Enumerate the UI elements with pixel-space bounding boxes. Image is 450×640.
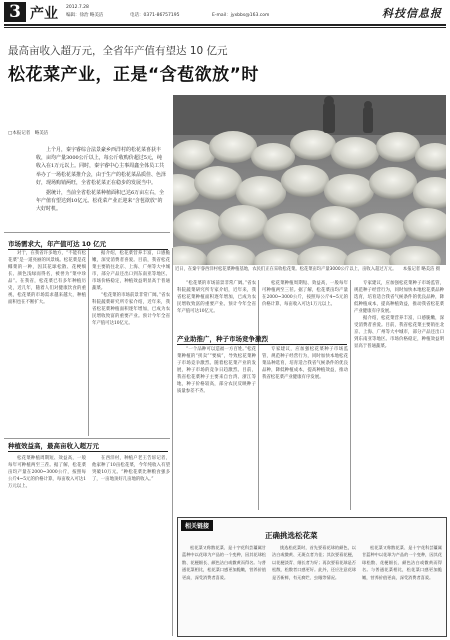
profit-column-1 xyxy=(8,455,86,635)
article-lead xyxy=(36,146,166,216)
industry-column-2 xyxy=(262,346,348,510)
paragraph: 据介绍，松花菜营养丰富，口感脆嫩，深受消费者喜爱。目前，我省松花菜主要销往北京、上海、广州等大中城市，部分产品还出口到东南亚等地区。市场价格稳定，种植效益明显高于普通蔬菜。 xyxy=(354,316,444,349)
column-divider xyxy=(258,280,259,510)
section-heading-profit: 种植效益高，最高亩收入超万元 xyxy=(8,441,168,452)
page-number: 3 xyxy=(4,2,26,22)
divider xyxy=(4,232,170,233)
article-byline: □本报记者 略美洁 xyxy=(8,131,49,136)
paragraph: 对于，在我省许多地方，“不能有松花菜”是一道亮丽的风景线。松花菜是花椰菜的一种，因其花球松散、花梗细长、颜色浅绿而得名，被誉为“菜中珍品”。在我省，松花菜已有多年种植历史，近几年，随着人们对健康饮食的重视，松花菜的市场需求越来越大，种植面积也在不断扩大。 xyxy=(8,251,86,305)
profit-column-2 xyxy=(92,455,170,635)
photo-illustration xyxy=(173,95,446,265)
paragraph: “松花菜的市场前景非常广阔。”省农科院蔬菜研究所专家介绍，近年来，我省松花菜种植面积逐年增加，已成为农民增收致富的重要产业。预计今年全省年产值可达10亿元。 xyxy=(177,281,256,314)
section-name: 产业 xyxy=(30,6,58,22)
lead-paragraph: 据统计，当前全省松花菜种植面积已达6万亩左右，全年产值有望达到10亿元。松花菜产业正迎来“含苞欲放”的大好时机。 xyxy=(36,190,165,213)
column-divider xyxy=(172,248,173,636)
market-column-2 xyxy=(92,250,170,436)
section-heading-industry: 产业助推广，种子市场竞争激烈 xyxy=(177,334,347,345)
paragraph: 专家建议，应加强松花菜种子市场监管，规范种子经营行为，同时加快本地松花菜品种选育，培育适合我省气候条件的优良品种，降低种植成本，提高种植效益，推动我省松花菜产业健康有序发展。 xyxy=(262,347,348,380)
paragraph: 松花菜种植周期短、效益高，一般每年可种植两至三茬。据了解，松花菜亩均产量在2000~3000公斤，按照每公斤4~5元的价格计算，每亩收入可达1万元以上。 xyxy=(8,456,86,489)
article-column xyxy=(177,280,256,330)
paragraph: “松花菜的市场前景非常广阔。”省农科院蔬菜研究所专家介绍，近年来，我省松花菜种植面积逐年增加，已成为农民增收致富的重要产业。预计今年全省年产值可达10亿元。 xyxy=(92,293,170,326)
market-column-1 xyxy=(8,250,86,436)
lead-paragraph: 上个月，秦宇睿综合法景豪乡西洋村的松花菜喜获丰收，亩均产量3000公斤以上，每公斤收购价超过5元，纯收入在1万元以上。同时，秦宇睿中心主事周鑫全体员工共举办了一场松花菜推介会，由于生产的松花菜品质佳、色泽好，现场购销两旺，全省松花菜正在稳步的发展当中。 xyxy=(36,147,167,186)
related-column-3 xyxy=(362,544,442,632)
paragraph: 松花菜又称散花菜、是十字花科芸薹属甘蓝种中以花球为产品的一个变种，因其花球松散、花梗细长、颜色洁白或微黄而得名。与普通花菜相比，松花菜口感更加脆嫩，营养价值更高，深受消费者喜爱。 xyxy=(362,545,442,580)
column-divider xyxy=(350,280,351,510)
divider xyxy=(4,438,170,439)
editor: 编辑：徐治 略美洁 xyxy=(66,13,104,18)
phone: 电话：0371-86757195 xyxy=(130,13,180,18)
header-rule-thin xyxy=(4,27,446,28)
industry-column-1 xyxy=(177,346,256,510)
related-link-tag: 相关链接 xyxy=(181,520,213,531)
section-heading-market: 市场需求大，年产值可达 10 亿元 xyxy=(8,239,168,250)
email[interactable]: E-mail：jyxbbs@163.com xyxy=(212,13,270,18)
paragraph: 在西洋村，种植户老王告诉记者，他家种了10亩松花菜，今年纯收入有望突破10万元。“种松花菜比种粮食强多了，一亩地顶好几亩地的收入。” xyxy=(92,456,170,482)
cauliflower-harvest-photo xyxy=(173,95,446,265)
related-column-2 xyxy=(272,544,356,632)
paragraph: 松花菜又称散花菜、是十字花科芸薹属甘蓝种中以花球为产品的一个变种，因其花球松散、花梗细长、颜色洁白或微黄而得名。与普通花菜相比，松花菜口感更加脆嫩，营养价值更高，深受消费者喜爱。 xyxy=(182,545,266,580)
article-subhead: 最高亩收入超万元，全省年产值有望达 10 亿元 xyxy=(8,45,228,57)
article-column xyxy=(262,280,348,330)
paragraph: 据介绍，松花菜营养丰富，口感脆嫩，深受消费者喜爱。目前，我省松花菜主要销往北京、上海、广州等大中城市，部分产品还出口到东南亚等地区。市场价格稳定，种植效益明显高于普通蔬菜。 xyxy=(92,251,170,291)
header-rule xyxy=(4,24,446,26)
related-column-1 xyxy=(182,544,266,632)
related-link-title: 正确挑选松花菜 xyxy=(265,531,318,540)
paragraph: 挑选松花菜时，首先要看花球的颜色，以洁白或微黄、无斑点者为佳；其次要看花梗，以花梗淡青、细长者为好；再次要看花球是否松散，松散者口感更好。此外，还应注意花球是否新鲜，有无腐烂、虫眼等情况。 xyxy=(272,545,356,580)
paper-logo: 科技信息报 xyxy=(382,7,442,20)
column-divider xyxy=(88,248,89,436)
article-column xyxy=(354,280,444,510)
article-headline: 松花菜产业，正是“含苞欲放”时 xyxy=(8,65,259,85)
date: 2012.7.28 xyxy=(66,5,89,10)
paragraph: 松花菜种植周期短、效益高，一般每年可种植两至三茬。据了解，松花菜亩均产量在2000~3000公斤，按照每公斤4~5元的价格计算，每亩收入可达1万元以上。 xyxy=(262,281,348,307)
paragraph: 专家建议，应加强松花菜种子市场监管，规范种子经营行为，同时加快本地松花菜品种选育，培育适合我省气候条件的优良品种，降低种植成本，提高种植效益，推动我省松花菜产业健康有序发展。 xyxy=(354,281,444,314)
photo-caption: 近日，在秦宇睿西洋村松花菜种植基地，农民们正在采收松花菜。松花菜亩均产量3000公斤以上，亩收入超过万元。 本报记者 略美洁 摄 xyxy=(175,267,441,272)
paragraph: “一个品种可以造福一方百姓。”松花菜种植的“拐卖”“要疯”，导致松花菜种子市场竞争激烈。随着松花菜产业的发展，种子市场的竞争日趋激烈。目前，我省松花菜种子主要来自台湾、浙江等地，种子价格较高，部分农民反映种子质量参差不齐。 xyxy=(177,347,256,394)
